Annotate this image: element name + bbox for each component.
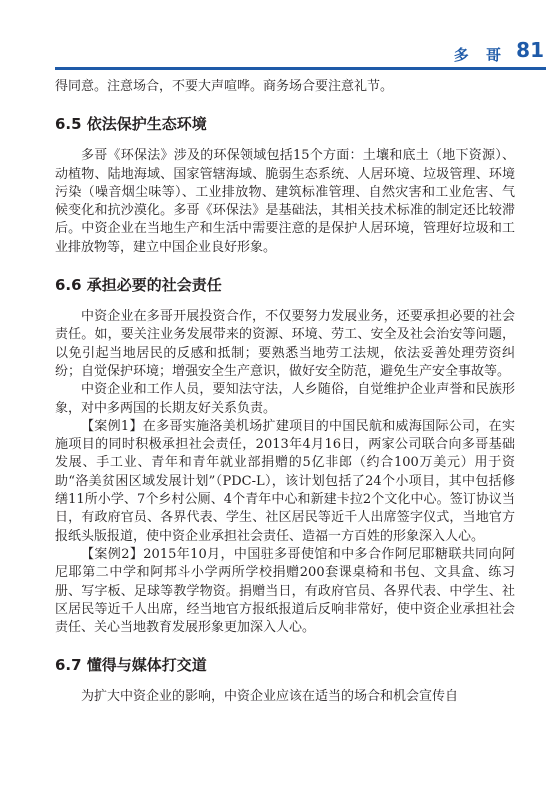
- paragraph-case-1: 【案例1】在多哥实施洛美机场扩建项目的中国民航和威海国际公司，在实施项目的同时积极承担社会责任，2013年4月16日，两家公司联合向多哥基础发展、手工业、青年和青年就业部捐赠的5亿非郎（约合100万美元）用于资助“洛美贫困区域发展计划”（PDC-L），该计划包括了24个小项目，其中包括修缮11所小学、7个乡村公厕、4个青年中心和新建卡拉2个文化中心。签订协议当日，有政府官员、各界代表、学生、社区居民等近千人出席签字仪式，当地官方报纸头版报道，使中资企业承担社会责任、造福一方百姓的形象深入人心。: [55, 418, 515, 544]
- running-header-title: 多 哥: [453, 46, 507, 64]
- paragraph-continued: 得同意。注意场合，不要大声喧哗。商务场合要注意礼节。: [55, 79, 394, 94]
- section-heading-6-5: 6.5 依法保护生态环境: [55, 115, 207, 134]
- paragraph-environmental-law: 多哥《环保法》涉及的环保领域包括15个方面：土壤和底土（地下资源）、动植物、陆地海域、国家管辖海域、脆弱生态系统、人居环境、垃圾管理、环境污染（噪音烟尘味等）、工业排放物、建筑标准管理、自然灾害和工业危害、气候变化和抗沙漠化。多哥《环保法》是基础法，其相关技术标准的制定还比较滞后。中资企业在当地生产和生活中需要注意的是保护人居环境，管理好垃圾和工业排放物等，建立中国企业良好形象。: [55, 148, 515, 255]
- paragraph-case-2: 【案例2】2015年10月，中国驻多哥使馆和中多合作阿尼耶糖联共同向阿尼耶第二中学和阿邦斗小学两所学校捐赠200套课桌椅和书包、文具盒、练习册、写字板、足球等教学物资。捐赠当日，有政府官员、各界代表、中学生、社区居民等近千人出席，经当地官方报纸报道后反响非常好，使中资企业承担社会责任、关心当地教育发展形象更加深入人心。: [55, 546, 515, 636]
- paragraph-staff-conduct: 中资企业和工作人员，要知法守法，人乡随俗，自觉维护企业声誉和民族形象，对中多两国的长期友好关系负责。: [55, 382, 515, 416]
- page-number: 81: [516, 38, 544, 62]
- page-body: [55, 78, 515, 707]
- section-heading-6-6: 6.6 承担必要的社会责任: [55, 276, 222, 295]
- paragraph-social-responsibility: 中资企业在多哥开展投资合作，不仅要努力发展业务，还要承担必要的社会责任。如，要关注业务发展带来的资源、环境、劳工、安全及社会治安等问题，以免引起当地居民的反感和抵制；要熟悉当地劳工法规，依法妥善处理劳资纠纷；自觉保护环境；增强安全生产意识，做好安全防范，避免生产安全事故等。: [55, 309, 515, 379]
- section-heading-6-7: 6.7 懂得与媒体打交道: [55, 656, 207, 675]
- page-header: [0, 0, 559, 74]
- header-rule: [55, 67, 546, 70]
- paragraph-media: 为扩大中资企业的影响，中资企业应该在适当的场合和机会宣传自: [81, 689, 459, 705]
